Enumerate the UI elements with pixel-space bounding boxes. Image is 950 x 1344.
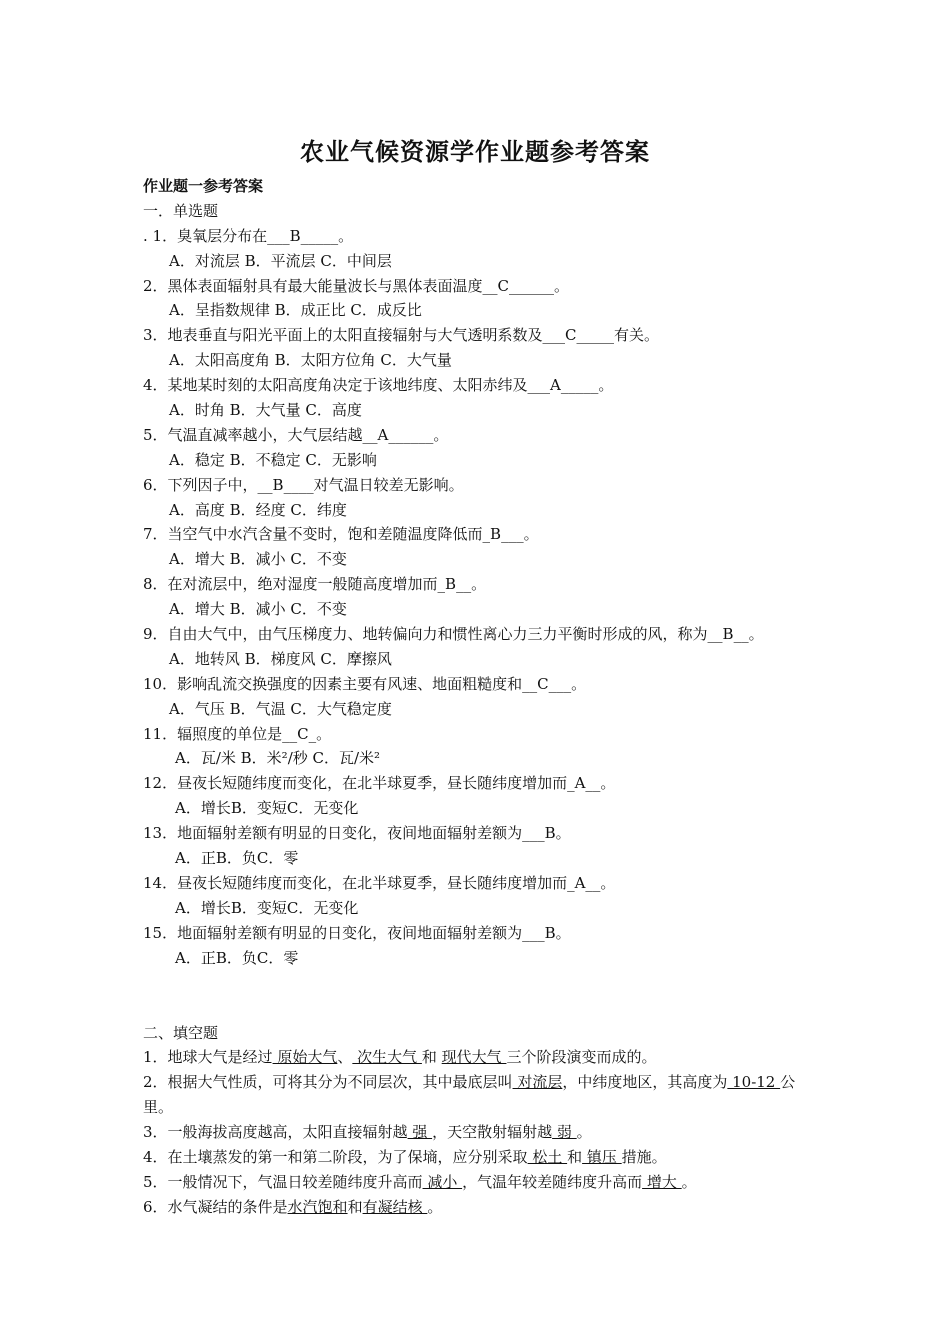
fill-question [143,1120,823,1145]
document-body [143,174,823,1220]
fill-question [143,1195,823,1220]
options: A．高度 B．经度 C．纬度 [169,500,347,519]
question: 10．影响乱流交换强度的因素主要有风速、地面粗糙度和__C___。 [143,674,587,693]
question-text: 。 [427,1197,443,1216]
question-text: 三个阶段演变而成的。 [506,1048,657,1067]
subtitle: 作业题一参考答案 [143,177,264,195]
section-heading-mcq: 一．单选题 [143,201,219,220]
options: A．增长B．变短C．无变化 [175,898,359,917]
answer: 原始大气 [272,1048,338,1067]
options: A．太阳高度角 B．太阳方位角 C．大气量 [169,351,452,370]
answer: 减小 [422,1172,463,1191]
question: 6．下列因子中，__B____对气温日较差无影响。 [143,475,464,494]
question: 8．在对流层中，绝对湿度一般随高度增加而_B__。 [143,575,487,594]
question-text: 4．在土壤蒸发的第一和第二阶段，为了保墒，应分别采取 [143,1147,528,1166]
answer: 水汽饱和 [287,1197,348,1216]
options: A．正B．负C．零 [175,948,299,967]
question-text: 1．地球大气是经过 [143,1048,273,1067]
question-text: 、 [337,1048,353,1067]
question-text: ，中纬度地区，其高度为 [562,1073,728,1092]
options: A．增长B．变短C．无变化 [175,799,359,818]
question-text: 和 [421,1048,442,1067]
question: 2．黑体表面辐射具有最大能量波长与黑体表面温度__C______。 [143,276,570,295]
answer: 次生大气 [352,1048,422,1067]
question: 12．昼夜长短随纬度而变化，在北半球夏季，昼长随纬度增加而_A__。 [143,774,616,793]
question: . 1．臭氧层分布在___B_____。 [143,226,354,245]
question-text: 5．一般情况下，气温日较差随纬度升高而 [143,1172,423,1191]
options: A．时角 B．大气量 C．高度 [169,401,362,420]
answer: 镇压 [582,1147,622,1166]
question: 3．地表垂直与阳光平面上的太阳直接辐射与大气透明系数及___C_____有关。 [143,326,660,345]
question: 11．辐照度的单位是__C_。 [143,724,332,743]
answer: 有凝结核 [362,1197,428,1216]
fill-question [143,1045,823,1070]
question-text: ，气温年较差随纬度升高而 [462,1172,643,1191]
question-text: 措施。 [621,1147,667,1166]
answer: 增大 [642,1172,682,1191]
question-text: 和 [567,1147,583,1166]
section-spacer [143,971,823,1021]
question-text: 和 [347,1197,363,1216]
question-text: 6．水气凝结的条件是 [143,1197,288,1216]
question: 13．地面辐射差额有明显的日变化，夜间地面辐射差额为___B。 [143,824,571,843]
options: A．增大 B．减小 C．不变 [169,550,347,569]
options: A．正B．负C．零 [175,849,299,868]
answer: 强 [407,1123,433,1142]
options: A．增大 B．减小 C．不变 [169,600,347,619]
question: 14．昼夜长短随纬度而变化，在北半球夏季，昼长随纬度增加而_A__。 [143,873,616,892]
options: A．地转风 B．梯度风 C．摩擦风 [169,649,392,668]
question-text: 公里。 [143,1073,796,1117]
answer: 对流层 [512,1073,563,1092]
question: 7．当空气中水汽含量不变时，饱和差随温度降低而_B___。 [143,525,539,544]
answer: 弱 [552,1123,577,1142]
question: 9．自由大气中，由气压梯度力、地转偏向力和惯性离心力三力平衡时形成的风，称为__B__。 [143,625,764,644]
document-title: 农业气候资源学作业题参考答案 [300,138,650,166]
question-text: 2．根据大气性质，可将其分为不同层次，其中最底层叫 [143,1073,513,1092]
question-text: ，天空散射辐射越 [432,1123,553,1142]
options: A．呈指数规律 B．成正比 C．成反比 [169,301,422,320]
fill-question [143,1170,823,1195]
answer: 松土 [527,1147,568,1166]
options: A．对流层 B．平流层 C．中间层 [169,251,392,270]
options: A．瓦/米 B．米²/秒 C．瓦/米² [175,749,381,768]
section-heading-fill: 二、填空题 [143,1023,219,1042]
fill-question [143,1070,823,1120]
options: A．气压 B．气温 C．大气稳定度 [169,699,392,718]
question: 5．气温直减率越小，大气层结越__A______。 [143,425,449,444]
question: 15．地面辐射差额有明显的日变化，夜间地面辐射差额为___B。 [143,923,571,942]
options: A．稳定 B．不稳定 C．无影响 [169,450,377,469]
answer: 10-12 [727,1073,781,1092]
question-text: 。 [576,1123,592,1142]
question: 4．某地某时刻的太阳高度角决定于该地纬度、太阳赤纬及___A_____。 [143,376,614,395]
question-text: 3．一般海拔高度越高，太阳直接辐射越 [143,1123,408,1142]
answer: 现代大气 [441,1048,507,1067]
fill-question [143,1145,823,1170]
question-text: 。 [681,1172,697,1191]
